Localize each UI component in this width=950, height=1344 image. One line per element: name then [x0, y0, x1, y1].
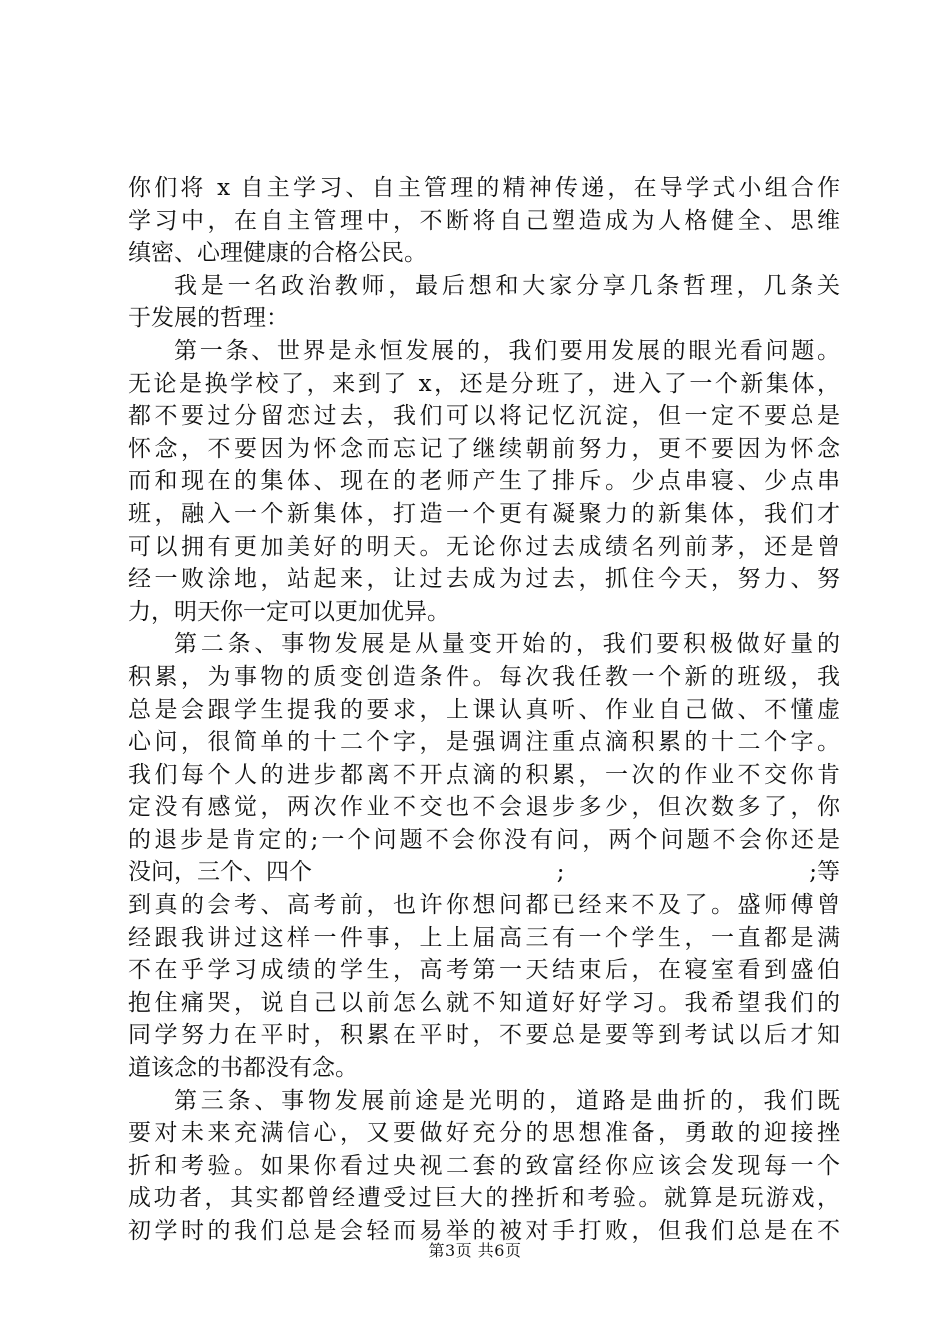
- text-line: 初学时的我们总是会轻而易举的被对手打败，但我们总是在不: [128, 1218, 840, 1244]
- text-line: 你们将 x 自主学习、自主管理的精神传递，在导学式小组合作: [128, 175, 840, 201]
- text-line: 经跟我讲过这样一件事，上上届高三有一个学生，一直都是满: [128, 924, 840, 951]
- text-line: 班，融入一个新集体，打造一个更有凝聚力的新集体，我们才: [128, 500, 840, 527]
- text-line: 学习中，在自主管理中，不断将自己塑造成为人格健全、思维: [128, 207, 840, 234]
- text-segment: ;: [556, 859, 565, 886]
- text-line: 力，明天你一定可以更加优异。: [128, 598, 450, 625]
- text-line: 经一败涂地，站起来，让过去成为过去，抓住今天，努力、努: [128, 566, 840, 593]
- text-line: 成功者，其实都曾经遭受过巨大的挫折和考验。就算是玩游戏，: [128, 1185, 840, 1212]
- paragraph-start-line: 我是一名政治教师，最后想和大家分享几条哲理，几条关: [174, 272, 840, 299]
- text-line: 怀念，不要因为怀念而忘记了继续朝前努力，更不要因为怀念: [128, 435, 840, 462]
- text-line: 于发展的哲理：: [128, 305, 289, 332]
- text-line: 无论是换学校了，来到了 x，还是分班了，进入了一个新集体，: [128, 370, 840, 397]
- text-line: 道该念的书都没有念。: [128, 1055, 358, 1082]
- text-segment: 没问，三个、四个: [128, 859, 312, 886]
- text-line: 可以拥有更加美好的明天。无论你过去成绩名列前茅，还是曾: [128, 533, 840, 560]
- text-line: 定没有感觉，两次作业不交也不会退步多少，但次数多了，你: [128, 794, 840, 821]
- text-line: 抱住痛哭，说自己以前怎么就不知道好好学习。我希望我们的: [128, 989, 840, 1016]
- text-line: 心问，很简单的十二个字，是强调注重点滴积累的十二个字。: [128, 729, 840, 756]
- text-line: 总是会跟学生提我的要求，上课认真听、作业自己做、不懂虚: [128, 696, 840, 723]
- paragraph-start-line: 第一条、世界是永恒发展的，我们要用发展的眼光看问题。: [174, 337, 840, 364]
- text-line: 而和现在的集体、现在的老师产生了排斥。少点串寝、少点串: [128, 468, 840, 495]
- text-line: 不在乎学习成绩的学生，高考第一天结束后，在寝室看到盛伯: [128, 957, 840, 984]
- document-body: [128, 172, 840, 1248]
- text-segment: ;等: [809, 859, 840, 886]
- text-line: 到真的会考、高考前，也许你想问都已经来不及了。盛师傅曾: [128, 892, 840, 919]
- text-line-with-gaps: [128, 856, 840, 889]
- text-line: 的退步是肯定的;一个问题不会你没有问，两个问题不会你还是: [128, 826, 840, 853]
- paragraph-start-line: 第二条、事物发展是从量变开始的，我们要积极做好量的: [174, 631, 840, 658]
- text-line: 积累，为事物的质变创造条件。每次我任教一个新的班级，我: [128, 663, 840, 690]
- page-footer: 第3页 共6页: [428, 1241, 522, 1260]
- text-line: 缜密、心理健康的合格公民。: [128, 240, 427, 267]
- paragraph-start-line: 第三条、事物发展前途是光明的，道路是曲折的，我们既: [174, 1087, 840, 1114]
- text-line: 都不要过分留恋过去，我们可以将记忆沉淀，但一定不要总是: [128, 403, 840, 430]
- text-line: 折和考验。如果你看过央视二套的致富经你应该会发现每一个: [128, 1152, 840, 1179]
- text-line: 要对未来充满信心，又要做好充分的思想准备，勇敢的迎接挫: [128, 1120, 840, 1147]
- text-line: 我们每个人的进步都离不开点滴的积累，一次的作业不交你肯: [128, 761, 840, 788]
- text-line: 同学努力在平时，积累在平时，不要总是要等到考试以后才知: [128, 1022, 840, 1049]
